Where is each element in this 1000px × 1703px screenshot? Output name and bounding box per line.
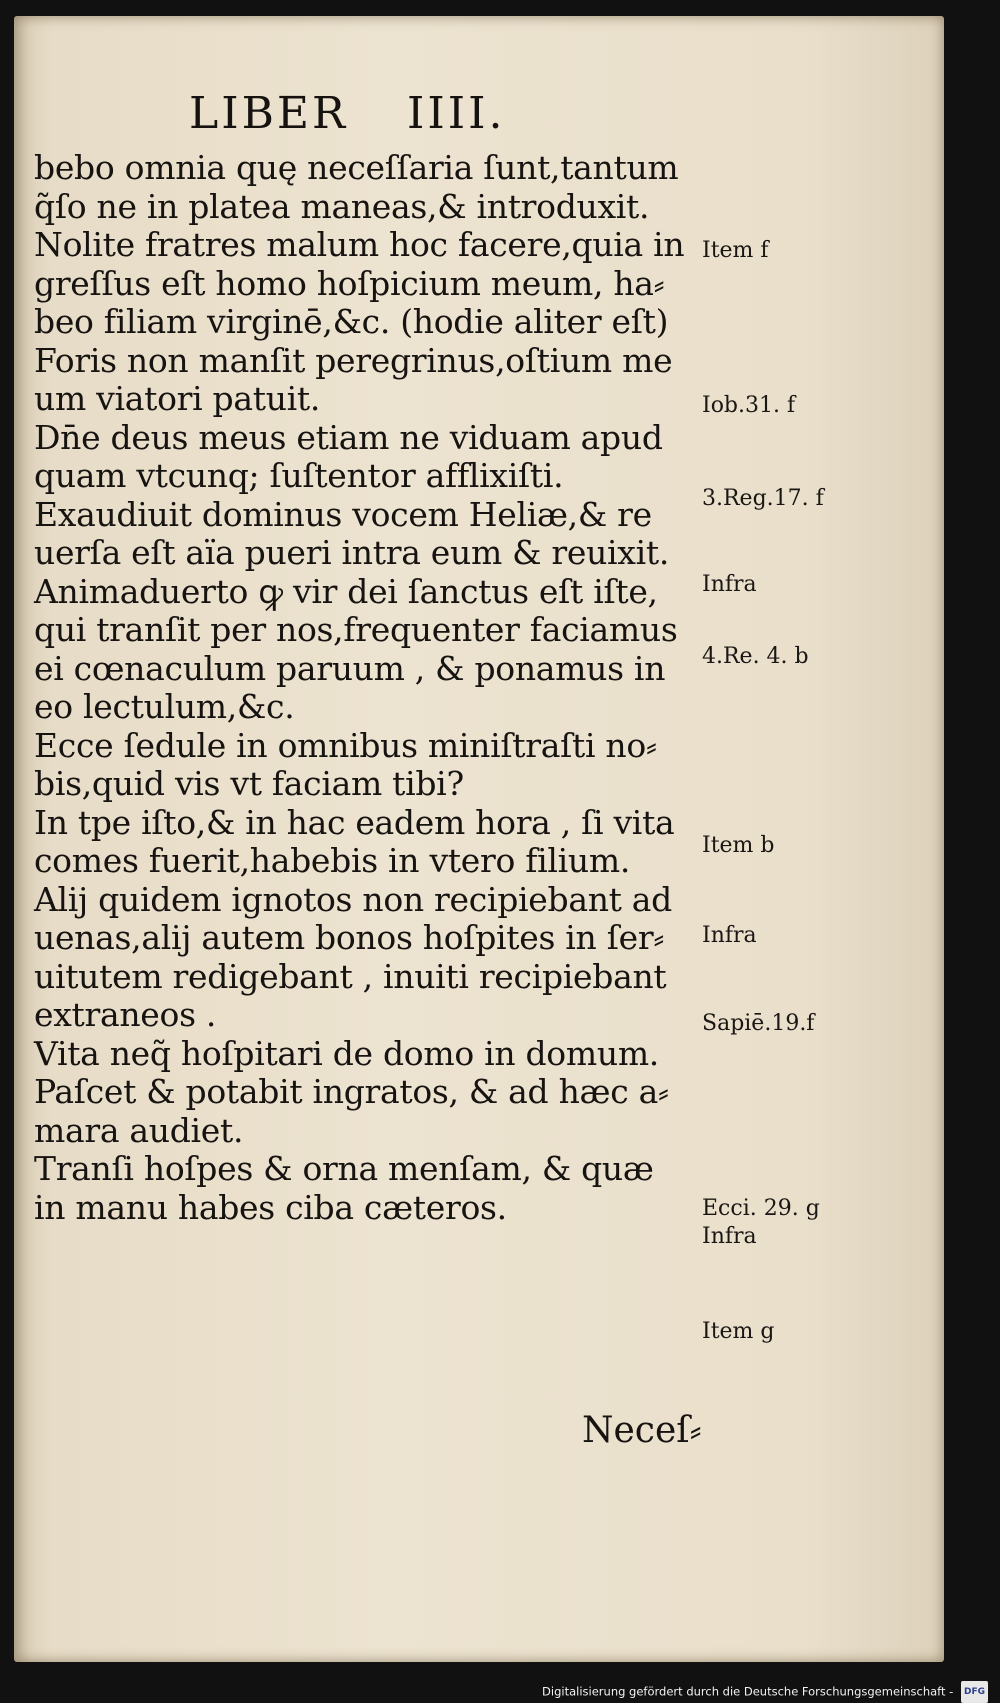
text-line: beo filiam virginē,&c. (hodie aliter eſt) xyxy=(34,302,669,341)
margin-reference: Infra xyxy=(702,923,757,948)
credit-text: Digitalisierung gefördert durch die Deutsche Forschungsgemeinschaft - xyxy=(542,1684,954,1699)
running-header xyxy=(189,88,549,148)
margin-reference: 4.Re. 4. b xyxy=(702,644,809,669)
text-line: Animaduerto ꝙ vir dei ſanctus eſt iſte, xyxy=(34,571,658,611)
text-line: Paſcet & potabit ingratos, & ad hæc a⸗ xyxy=(34,1072,669,1111)
margin-reference: Infra xyxy=(702,1224,757,1249)
text-line: bis,quid vis vt faciam tibi? xyxy=(34,764,464,803)
text-line: uerſa eſt aïa pueri intra eum & reuixit. xyxy=(34,533,670,572)
margin-reference: Item b xyxy=(702,833,775,858)
dfg-logo: DFG xyxy=(961,1681,988,1703)
text-line: uitutem redigebant , inuiti recipiebant xyxy=(34,956,667,996)
text-line: quam vtcunq; ſuſtentor afflixiſti. xyxy=(34,456,564,495)
text-line: ei cœnaculum paruum , & ponamus in xyxy=(34,648,666,688)
text-line: comes fuerit,habebis in vtero filium. xyxy=(34,841,631,880)
text-line: bebo omnia quę neceſſaria ſunt,tantum xyxy=(34,148,679,187)
margin-reference: 3.Reg.17. f xyxy=(702,486,824,511)
text-line: In tpe iſto,& in hac eadem hora , ſi vita xyxy=(34,802,675,842)
text-line: Alij quidem ignotos non recipiebant ad xyxy=(34,879,672,919)
text-line: extraneos . xyxy=(34,995,217,1034)
margin-reference: Item g xyxy=(702,1319,775,1344)
text-line: mara audiet. xyxy=(34,1110,244,1150)
text-line: qui tranſit per nos,frequenter faciamus xyxy=(34,610,678,649)
text-line: um viatori patuit. xyxy=(34,379,321,418)
text-line: Nolite fratres malum hoc facere,quia in xyxy=(34,225,685,264)
margin-reference: Iob.31. f xyxy=(702,393,796,418)
header-book-number: IIII. xyxy=(407,88,506,139)
catchword: Neceſ⸗ xyxy=(582,1410,702,1451)
text-line: Foris non manſit peregrinus,oſtium me xyxy=(34,340,673,380)
header-book-label: LIBER xyxy=(189,88,349,139)
text-line: Vita neq̃ hoſpitari de domo in domum. xyxy=(34,1033,659,1073)
margin-reference: Infra xyxy=(702,572,757,597)
main-text xyxy=(34,149,714,1227)
text-line: Ecce ſedule in omnibus miniſtraſti no⸗ xyxy=(34,725,657,765)
text-line: Tranſi hoſpes & orna menſam, & quæ xyxy=(34,1149,654,1188)
text-line: Dn̄e deus meus etiam ne viduam apud xyxy=(34,417,663,457)
book-page xyxy=(14,16,944,1662)
text-line: uenas,alij autem bonos hoſpites in ſer⸗ xyxy=(34,918,665,957)
digitization-credit xyxy=(542,1681,988,1701)
text-line: eo lectulum,&c. xyxy=(34,687,295,726)
text-line: greſſus eſt homo hoſpicium meum, ha⸗ xyxy=(34,263,665,303)
margin-reference: Item f xyxy=(702,238,769,263)
text-line: Exaudiuit dominus vocem Heliæ,& re xyxy=(34,494,652,534)
margin-reference: Sapiē.19.f xyxy=(702,1011,815,1036)
text-line: in manu habes ciba cæteros. xyxy=(34,1187,507,1227)
margin-reference: Ecci. 29. g xyxy=(702,1196,820,1221)
text-line: q̃ſo ne in platea maneas,& introduxit. xyxy=(34,186,650,226)
